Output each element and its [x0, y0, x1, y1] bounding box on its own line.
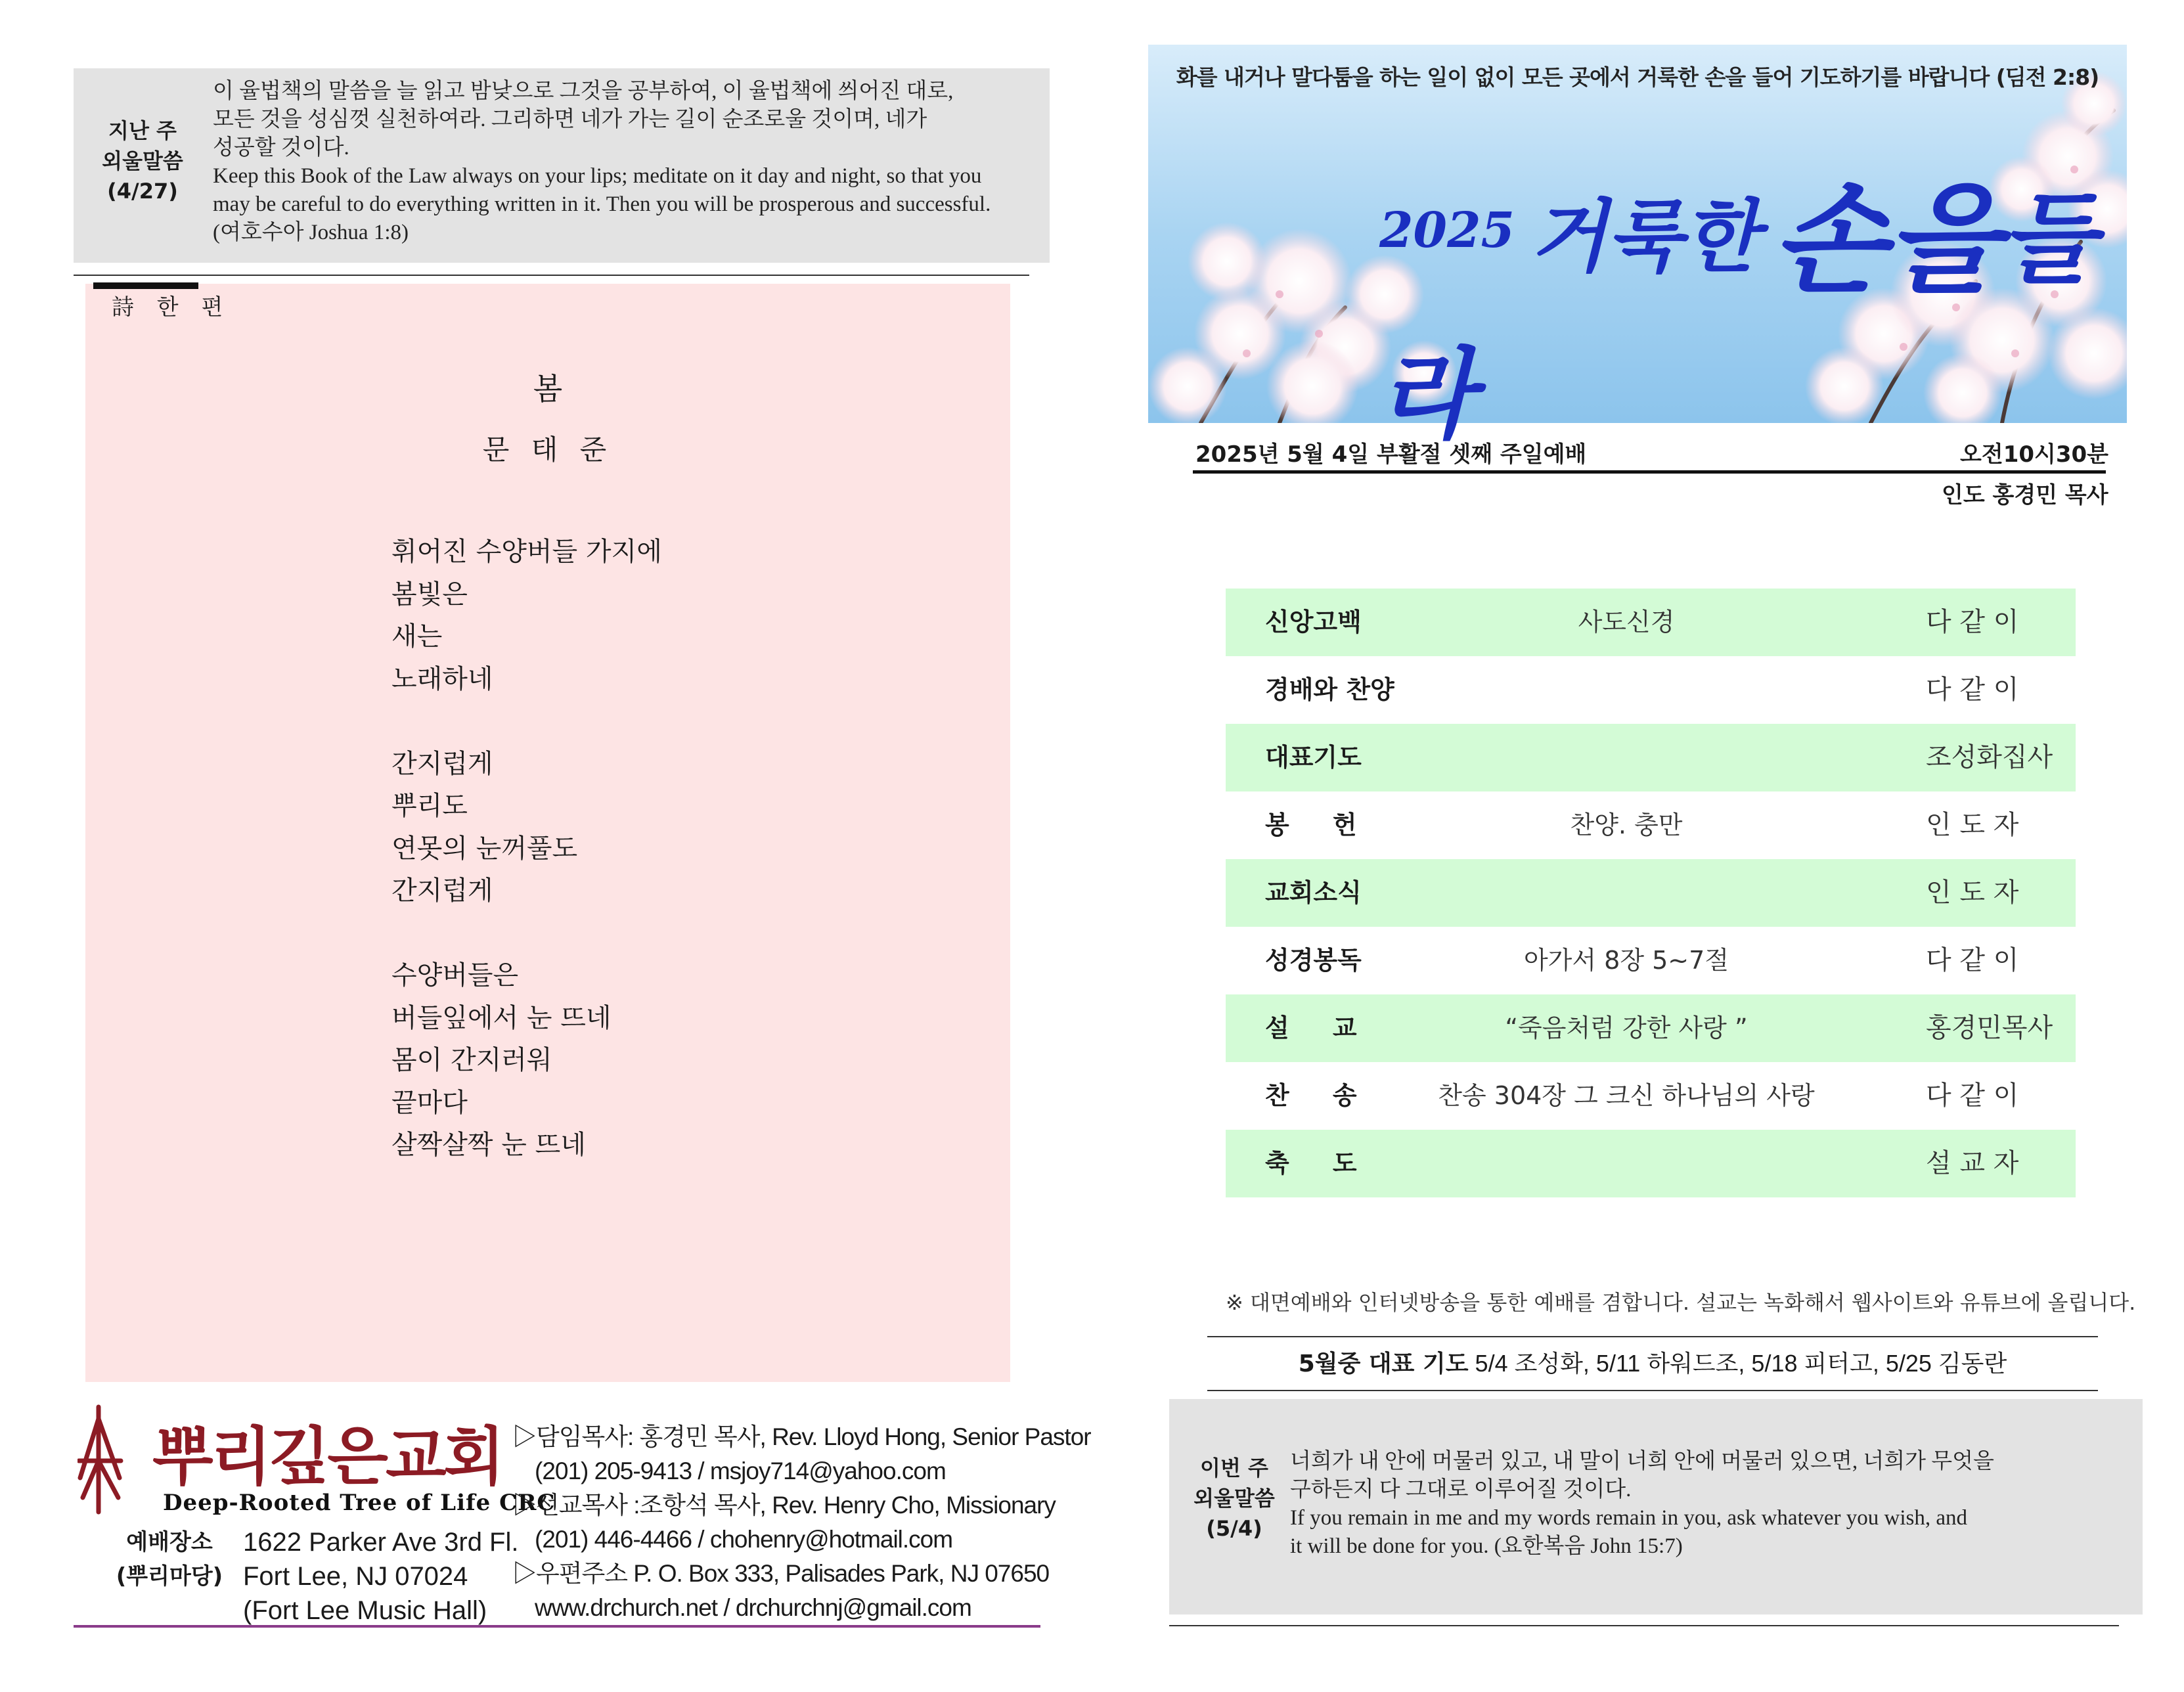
order-row: [1226, 1062, 2076, 1130]
divider: [74, 275, 1029, 276]
poem-line: [391, 700, 662, 743]
contact-line: (201) 205-9413 / msjoy714@yahoo.com: [535, 1458, 946, 1484]
order-item: 대표기도: [1265, 743, 1362, 772]
prayer-schedule-names: 5/4 조성화, 5/11 하워드조, 5/18 피터고, 5/25 김동란: [1475, 1350, 2007, 1377]
venue-label: 예배장소 (뿌리마당): [116, 1529, 223, 1590]
divider: [1193, 470, 2106, 474]
divider: [74, 1625, 1040, 1628]
last-week-memory-text: 이 율법책의 말씀을 늘 읽고 밤낮으로 그것을 공부하여, 이 율법책에 씌어진 대로, 모든 것을 성심껏 실천하여라. 그리하면 네가 가는 길이 순조로울 것이며, 네가 성공할 것이다. Keep this Book of the Law always on your lips; meditate on it day and night, so that you may be careful to do everything written in it. Then you will be prosperous and successful. (여호수아 Joshua 1:8): [213, 79, 991, 244]
poem-body: [391, 531, 662, 1167]
poem-line: 새는: [391, 621, 443, 652]
order-row: [1226, 859, 2076, 927]
poem-line: 간지럽게: [391, 748, 493, 779]
venue-address: 1622 Parker Ave 3rd Fl. Fort Lee, NJ 07024 (Fort Lee Music Hall): [243, 1528, 519, 1625]
website-email-line[interactable]: www.drchurch.net / drchurchnj@gmail.com: [535, 1594, 971, 1621]
order-person: 인 도 자: [1926, 878, 2019, 908]
service-date: 2025년 5월 4일 부활절 셋째 주일예배: [1195, 441, 1587, 468]
poem-line: 끝마다: [391, 1087, 468, 1118]
poem-line: 연못의 눈꺼풀도: [391, 833, 578, 864]
prayer-schedule: [1207, 1345, 2098, 1379]
last-week-memory-label: 지난 주 외울말씀 (4/27): [102, 118, 183, 204]
poem-line: [391, 912, 662, 955]
order-row: [1226, 656, 2076, 724]
order-row: [1226, 791, 2076, 859]
order-item: 경배와 찬양: [1265, 675, 1394, 704]
order-content: 사도신경: [1578, 608, 1675, 636]
banner-theme-verse: 화를 내거나 말다툼을 하는 일이 없이 모든 곳에서 거룩한 손을 들어 기도하기를 바랍니다 (딤전 2:8): [1176, 64, 2099, 90]
divider: [1207, 1390, 2098, 1391]
poem-line: 간지럽게: [391, 876, 493, 906]
poem-line: 버들잎에서 눈 뜨네: [391, 1002, 612, 1033]
poem-line: 몸이 간지러워: [391, 1045, 552, 1075]
order-person: 다 같 이: [1926, 945, 2019, 975]
this-week-memory-text: 너희가 내 안에 머물러 있고, 내 말이 너희 안에 머물러 있으면, 너희가 무엇을 구하든지 다 그대로 이루어질 것이다. If you remain in me and my words remain in you, ask whatever you wish, and it will be done for you. (요한복음 John 15:7): [1290, 1450, 1994, 1558]
service-leader: 인도 홍경민 목사: [1942, 482, 2108, 508]
divider: [1207, 1336, 2098, 1337]
poem-line: 살짝살짝 눈 뜨네: [391, 1130, 586, 1160]
poem-line: 노래하네: [391, 663, 493, 694]
order-item: 설 교: [1265, 1013, 1357, 1042]
order-row: [1226, 1130, 2076, 1197]
poem-line: 수양버들은: [391, 960, 519, 991]
order-content: 아가서 8장 5~7절: [1523, 946, 1729, 975]
contact-line: (201) 446-4466 / chohenry@hotmail.com: [535, 1526, 953, 1553]
poem-section-tag: 詩 한 편: [112, 294, 231, 321]
poem-line: 뿌리도: [391, 791, 468, 821]
church-contacts: [512, 1420, 1091, 1625]
order-item: 축 도: [1265, 1149, 1357, 1178]
this-week-memory-verse-box: [1169, 1399, 2143, 1614]
order-content: 찬양. 충만: [1570, 811, 1683, 839]
banner-title-word: 들라: [1379, 181, 2096, 453]
order-person: 다 같 이: [1926, 1080, 2019, 1111]
order-person: 다 같 이: [1926, 675, 2019, 705]
poem-line: 휘어진 수양버들 가지에: [391, 537, 662, 567]
order-item: 성경봉독: [1265, 946, 1362, 975]
order-row: [1226, 994, 2076, 1062]
church-name-logotype: 뿌리깊은교회: [152, 1420, 502, 1494]
order-row: [1226, 927, 2076, 994]
banner-theme-title: [1379, 146, 2102, 457]
poem-line: 봄빛은: [391, 579, 468, 610]
order-person: 인 도 자: [1926, 810, 2019, 840]
order-item: 찬 송: [1265, 1081, 1357, 1110]
banner-year: 2025: [1379, 202, 1515, 259]
contact-line: ▷선교목사 :조항석 목사, Rev. Henry Cho, Missionary: [512, 1492, 1056, 1519]
order-person: 홍경민목사: [1926, 1013, 2053, 1043]
order-content: 찬송 304장 그 크신 하나님의 사랑: [1438, 1081, 1815, 1110]
church-name-english: Deep-Rooted Tree of Life CRC: [163, 1490, 556, 1516]
poem-tag-bar: [93, 282, 198, 289]
order-item: 신앙고백: [1265, 608, 1362, 636]
broadcast-note: ※ 대면예배와 인터넷방송을 통한 예배를 겸합니다. 설교는 녹화해서 웹사이트와 유튜브에 올립니다.: [1226, 1290, 2136, 1315]
banner-title-word: 거룩한: [1530, 190, 1759, 283]
order-row: [1226, 589, 2076, 656]
last-week-memory-verse-box: [74, 68, 1050, 263]
this-week-memory-label: 이번 주 외울말씀 (5/4): [1193, 1456, 1275, 1541]
order-person: 조성화집사: [1926, 742, 2053, 772]
prayer-schedule-label: 5월중 대표 기도: [1298, 1350, 1469, 1377]
service-time: 오전10시30분: [1960, 441, 2109, 468]
order-content: “죽음처럼 강한 사랑 ”: [1505, 1013, 1748, 1042]
order-person: 설 교 자: [1926, 1148, 2019, 1178]
poem-author: 문 태 준: [482, 434, 613, 466]
order-item: 교회소식: [1265, 878, 1362, 907]
contact-line: ▷우편주소 P. O. Box 333, Palisades Park, NJ 07650: [512, 1560, 1050, 1587]
order-person: 다 같 이: [1926, 607, 2019, 637]
order-item: 봉 헌: [1265, 811, 1357, 839]
order-of-worship-table: [1226, 589, 2076, 1197]
banner-title-word: 손을: [1772, 171, 2001, 309]
divider: [1169, 1625, 2119, 1626]
contact-line: ▷담임목사: 홍경민 목사, Rev. Lloyd Hong, Senior Pastor: [512, 1423, 1091, 1450]
order-row: [1226, 724, 2076, 791]
poem-title: 봄: [533, 371, 563, 407]
